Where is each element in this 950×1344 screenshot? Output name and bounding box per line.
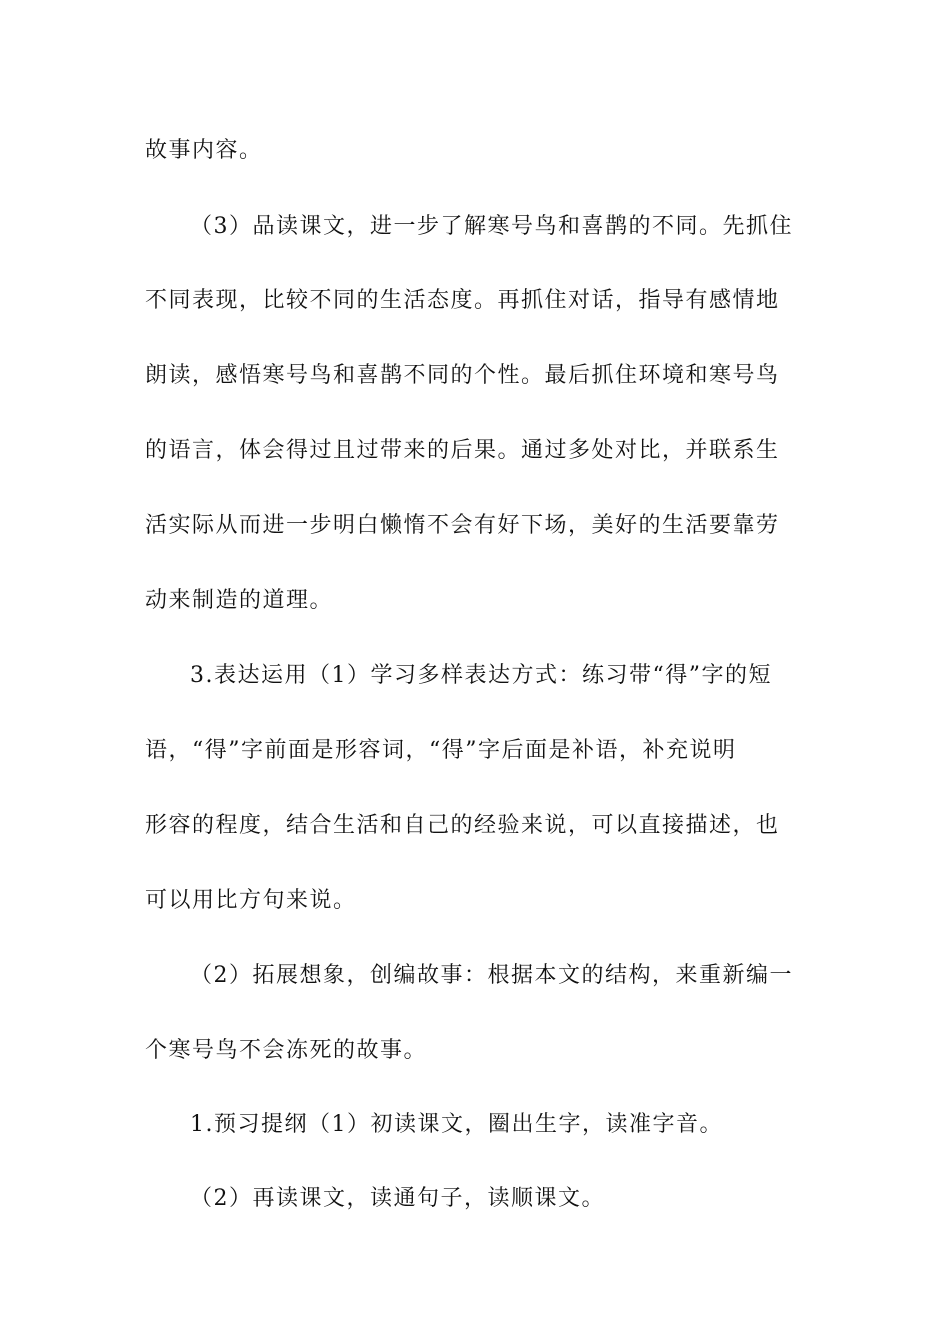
text-line: 的语言，体会得过且过带来的后果。通过多处对比，并联系生: [145, 438, 780, 463]
text-line: 活实际从而进一步明白懒惰不会有好下场，美好的生活要靠劳: [145, 513, 780, 538]
text-line: 个寒号鸟不会冻死的故事。: [145, 1038, 428, 1063]
text-line: 可以用比方句来说。: [145, 888, 357, 913]
text-line: 动来制造的道理。: [145, 588, 334, 613]
text-line: 朗读，感悟寒号鸟和喜鹊不同的个性。最后抓住环境和寒号鸟: [145, 363, 780, 388]
text-line: 语，“得”字前面是形容词，“得”字后面是补语，补充说明: [145, 738, 737, 763]
text-line: 1.预习提纲（1）初读课文，圈出生字，读准字音。: [190, 1112, 723, 1137]
text-line: （2）拓展想象，创编故事：根据本文的结构，来重新编一: [190, 963, 793, 988]
text-line: 形容的程度，结合生活和自己的经验来说，可以直接描述，也: [145, 813, 780, 838]
text-line: 3.表达运用（1）学习多样表达方式：练习带“得”字的短: [190, 663, 772, 688]
text-line: （3）品读课文，进一步了解寒号鸟和喜鹊的不同。先抓住: [190, 214, 793, 239]
text-line: 故事内容。: [145, 138, 263, 163]
text-line: 不同表现，比较不同的生活态度。再抓住对话，指导有感情地: [145, 288, 780, 313]
text-line: （2）再读课文，读通句子，读顺课文。: [190, 1186, 605, 1211]
